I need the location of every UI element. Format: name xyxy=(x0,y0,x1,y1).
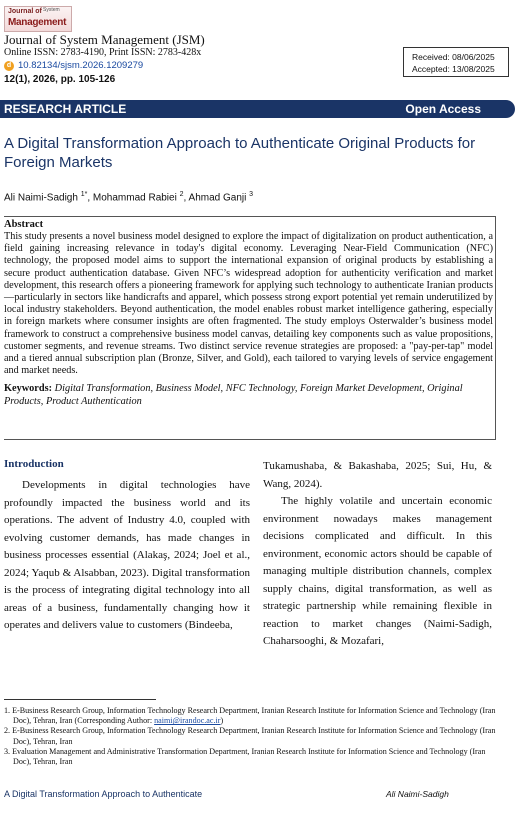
abstract-text: This study presents a novel business model designed to explore the impact of digitalization on product authentication, a field gaining increasing relevance in today's digital economy. Leveraging Near-Field Communication (NFC) technology, the proposed model aims to support the international expansion of original products by establishing a secure product authentication database. Given NFC’s widespread adoption for authenticity verification and market development, this research offers a pioneering framework for applying such technology to authenticate Iranian products—particularly in sectors like handicrafts and apparel, which possess strong export potential yet remain underutilized by local industry stakeholders. Beyond authentication, the model enables robust market intelligence gathering, especially in foreign markets where consumer insights are often fragmented. The study employs Osterwalder’s business model framework to construct a comprehensive business model canvas, detailing key components such as value propositions, customer segments, and revenue streams. Two distinct service revenue strategies are proposed: a "pay-per-tap" model and a tiered annual subscription plan (Bronze, Silver, and Gold), each tailored to varying levels of service engagement and market needs. xyxy=(4,231,493,377)
author-affiliation: 2 xyxy=(179,191,184,198)
body-column-left xyxy=(4,458,250,635)
introduction-heading: Introduction xyxy=(4,458,64,470)
received-date: Received: 08/06/2025 xyxy=(412,52,495,62)
body-paragraph: Developments in digital technologies have profoundly impacted the business world and its operations. The advent of Industry 4.0, coupled with evolving customer demands, has made changes in business processes essential (Alakaş, 2024; Joel et al., 2024; Yaqub & Alsabban, 2023). Digital transformation is the process of integrating digital technology into all areas of a business, fundamentally changing how it operates and delivers value to customers (Bindeeba, xyxy=(4,479,250,631)
footnote-1: 1. E-Business Research Group, Information Technology Research Department, Iranian Research Institute for Information Science and Technology (Iran Doc), Tehran, Iran (Corresponding Author: naimi@irandoc.ac.ir) xyxy=(4,706,496,726)
running-footer-title: A Digital Transformation Approach to Authenticate xyxy=(4,789,203,799)
logo-text-line2: Management xyxy=(8,17,67,28)
keywords: Keywords: Digital Transformation, Business Model, NFC Technology, Foreign Market Development, Original Products, Product Authentication xyxy=(4,383,463,407)
footnote-3: 3. Evaluation Management and Administrative Transformation Department, Iranian Research Institute for Information Science and Technology (Iran Doc), Tehran, Iran xyxy=(4,746,486,767)
body-paragraph: Tukamushaba, & Bakashaba, 2025; Sui, Hu, & Wang, 2024). xyxy=(263,460,492,490)
keywords-list: Digital Transformation, Business Model, NFC Technology, Foreign Market Development, Original Products, Product Authentication xyxy=(4,383,463,407)
body-column-right xyxy=(263,458,492,651)
dates-box xyxy=(403,47,509,77)
author-list: Ali Naimi-Sadigh $^{1*}$, Mohammad Rabiei $^2$, Ahmad Ganji $^3$ xyxy=(4,191,254,204)
footnote-2: 2. E-Business Research Group, Information Technology Research Department, Iranian Research Institute for Information Science and Technology (Iran Doc), Tehran, Iran xyxy=(4,726,496,746)
journal-name: Journal of System Management (JSM) xyxy=(4,32,205,47)
abstract-heading: Abstract xyxy=(4,219,44,230)
author-name: Mohammad Rabiei xyxy=(92,192,177,204)
logo-text-line3: System xyxy=(43,7,60,13)
abstract-box xyxy=(4,216,496,440)
author-name: Ahmad Ganji xyxy=(188,192,247,204)
footnotes xyxy=(4,706,500,767)
doi-row xyxy=(4,60,143,71)
issn-line: Online ISSN: 2783-4190, Print ISSN: 2783-428x xyxy=(4,47,202,58)
article-type-bar xyxy=(0,100,515,118)
logo-text-line1: Journal of xyxy=(8,8,42,15)
running-footer-author: Ali Naimi-Sadigh xyxy=(386,789,449,799)
journal-logo xyxy=(4,6,72,32)
doi-link[interactable]: 10.82134/sjsm.2026.1209279 xyxy=(18,60,144,71)
keywords-label: Keywords xyxy=(4,383,49,395)
author-affiliation: 3 xyxy=(249,191,254,198)
footnote-divider xyxy=(4,699,156,700)
accepted-date: Accepted: 13/08/2025 xyxy=(412,64,495,74)
doi-icon: d xyxy=(4,61,14,71)
body-paragraph: The highly volatile and uncertain economic environment nowadays makes management decisions complicated and difficult. In this environment, economic actors should be capable of managing multiple distribution channels, complex supply chains, digital transformation, as well as strategic partnership while remaining flexible in reaction to market changes (Naimi-Sadigh, Chaharsooghi, & Mozafari, xyxy=(263,495,492,647)
author-affiliation: 1* xyxy=(80,191,88,198)
author-name: Ali Naimi-Sadigh xyxy=(4,192,78,204)
email-link[interactable]: naimi@irandoc.ac.ir xyxy=(154,716,221,726)
volume-pages: 12(1), 2026, pp. 105-126 xyxy=(4,74,116,85)
article-title: A Digital Transformation Approach to Authenticate Original Products for Foreign Markets xyxy=(4,135,476,171)
open-access-label: Open Access xyxy=(405,102,481,116)
article-type: RESEARCH ARTICLE xyxy=(4,102,127,116)
